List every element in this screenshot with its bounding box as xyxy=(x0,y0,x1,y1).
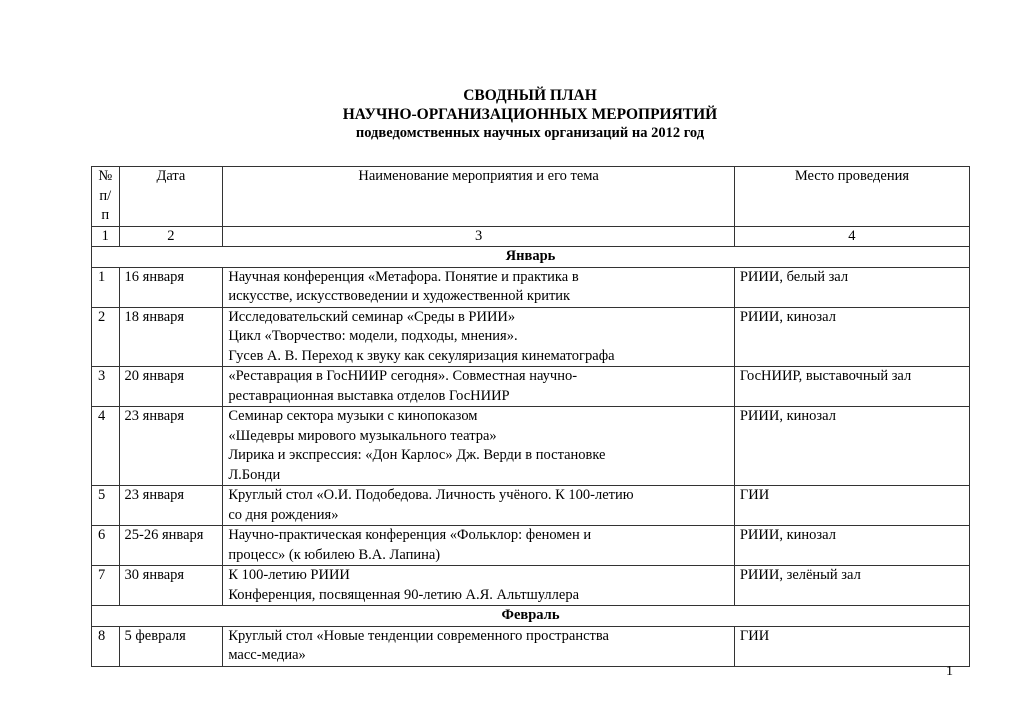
event-name-line: Круглый стол «Новые тенденции современного пространства xyxy=(228,627,609,644)
header-date: Дата xyxy=(119,167,223,227)
column-number: 1 xyxy=(92,226,120,247)
event-name-line: Гусев А. В. Переход к звуку как секуляризация кинематографа xyxy=(228,347,615,364)
event-name-line: реставрационная выставка отделов ГосНИИР xyxy=(228,387,510,404)
table-header-row xyxy=(92,167,970,227)
event-name-line: «Шедевры мирового музыкального театра» xyxy=(228,427,497,444)
table-row xyxy=(92,267,970,307)
column-number: 3 xyxy=(223,226,735,247)
event-number: 7 xyxy=(92,566,120,606)
event-venue: ГосНИИР, выставочный зал xyxy=(734,367,969,407)
event-name-line: Конференция, посвященная 90-летию А.Я. Альтшуллера xyxy=(228,586,580,603)
event-name xyxy=(223,367,735,407)
month-row xyxy=(92,247,970,268)
event-name xyxy=(223,307,735,367)
table-row xyxy=(92,566,970,606)
document-title-line2: НАУЧНО-ОРГАНИЗАЦИОННЫХ МЕРОПРИЯТИЙ xyxy=(342,106,718,123)
event-venue: РИИИ, кинозал xyxy=(734,526,969,566)
event-venue: РИИИ, белый зал xyxy=(734,267,969,307)
table-row xyxy=(92,486,970,526)
event-name-line: «Реставрация в ГосНИИР сегодня». Совместная научно- xyxy=(228,368,578,384)
event-number: 3 xyxy=(92,367,120,407)
column-numbers-row xyxy=(92,226,970,247)
event-name-line: Круглый стол «О.И. Подобедова. Личность учёного. К 100-летию xyxy=(228,487,634,503)
event-name xyxy=(223,526,735,566)
event-date: 25-26 января xyxy=(119,526,223,566)
event-name-line: процесс» (к юбилею В.А. Лапина) xyxy=(228,546,441,563)
event-name xyxy=(223,407,735,486)
event-name-line: со дня рождения» xyxy=(228,506,339,523)
header-venue: Место проведения xyxy=(734,167,969,227)
event-number: 5 xyxy=(92,486,120,526)
table-body xyxy=(92,226,970,666)
table-row xyxy=(92,307,970,367)
event-name-line: Исследовательский семинар «Среды в РИИИ» xyxy=(228,308,516,325)
event-name xyxy=(223,626,735,666)
column-number: 4 xyxy=(734,226,969,247)
event-name-line: Лирика и экспрессия: «Дон Карлос» Дж. Верди в постановке xyxy=(228,447,606,463)
event-name-line: Семинар сектора музыки с кинопоказом xyxy=(228,408,478,424)
month-heading: Январь xyxy=(92,247,970,268)
event-venue: РИИИ, кинозал xyxy=(734,407,969,486)
event-date: 20 января xyxy=(119,367,223,407)
event-date: 30 января xyxy=(119,566,223,606)
event-number: 2 xyxy=(92,307,120,367)
event-name-line: масс-медиа» xyxy=(228,647,306,663)
month-heading: Февраль xyxy=(92,606,970,627)
event-date: 23 января xyxy=(119,407,223,486)
page-number: 1 xyxy=(946,664,953,679)
event-name-line: искусстве, искусствоведении и художественной критик xyxy=(228,288,571,304)
column-number: 2 xyxy=(119,226,223,247)
events-plan-table xyxy=(91,166,970,667)
document-title-block xyxy=(0,86,1024,143)
header-event-name: Наименование мероприятия и его тема xyxy=(223,167,735,227)
event-date: 16 января xyxy=(119,267,223,307)
event-number: 4 xyxy=(92,407,120,486)
table-row xyxy=(92,407,970,486)
table-row xyxy=(92,526,970,566)
table-row xyxy=(92,367,970,407)
event-name-line: Научная конференция «Метафора. Понятие и практика в xyxy=(228,268,579,285)
event-venue: РИИИ, кинозал xyxy=(734,307,969,367)
table-row xyxy=(92,626,970,666)
header-number: № п/п xyxy=(92,167,120,227)
event-name xyxy=(223,566,735,606)
event-name xyxy=(223,486,735,526)
document-subtitle: подведомственных научных организаций на 2012 год xyxy=(355,125,705,141)
event-name-line: Цикл «Творчество: модели, подходы, мнения». xyxy=(228,328,518,344)
event-number: 1 xyxy=(92,267,120,307)
event-number: 6 xyxy=(92,526,120,566)
event-name-line: К 100-летию РИИИ xyxy=(228,567,350,583)
month-row xyxy=(92,606,970,627)
event-venue: ГИИ xyxy=(734,626,969,666)
event-date: 18 января xyxy=(119,307,223,367)
event-name-line: Л.Бонди xyxy=(228,466,281,483)
event-name xyxy=(223,267,735,307)
event-name-line: Научно-практическая конференция «Фольклор: феномен и xyxy=(228,527,592,543)
event-date: 5 февраля xyxy=(119,626,223,666)
event-number: 8 xyxy=(92,626,120,666)
document-title: СВОДНЫЙ ПЛАН xyxy=(463,87,597,104)
event-date: 23 января xyxy=(119,486,223,526)
event-venue: РИИИ, зелёный зал xyxy=(734,566,969,606)
event-venue: ГИИ xyxy=(734,486,969,526)
